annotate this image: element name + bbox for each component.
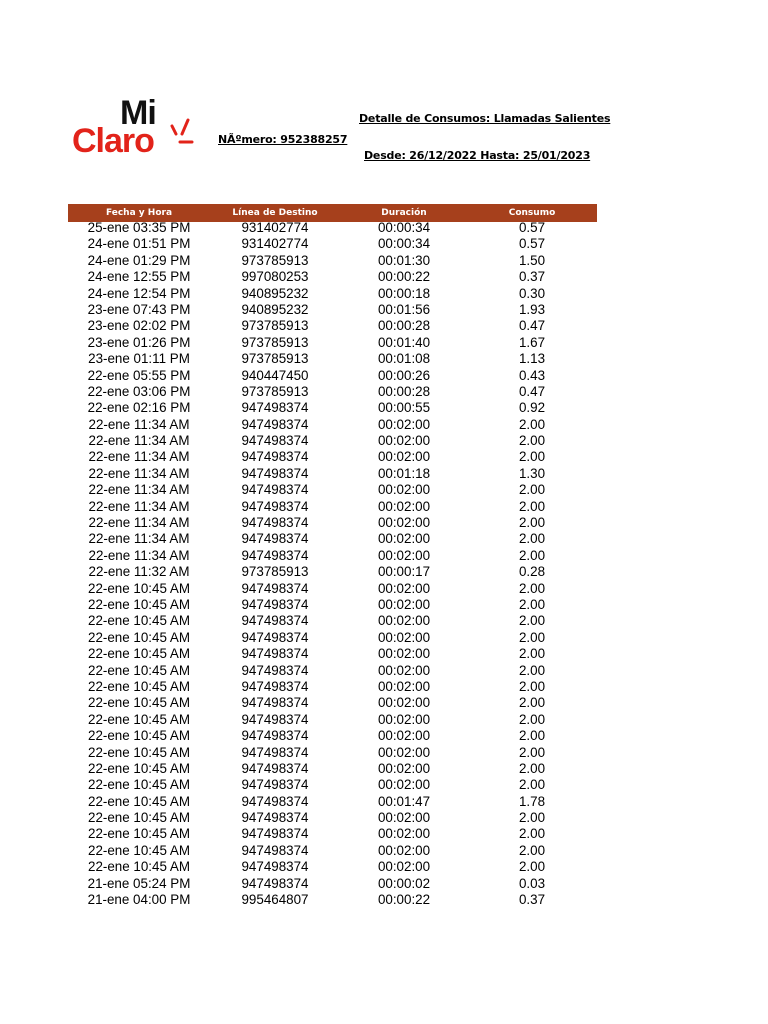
cell-linea: 947498374 [241,810,309,826]
cell-consumo: 0.30 [518,285,546,301]
table-row [0,810,768,826]
logo-mi-text: Mi [120,94,156,132]
table-row [0,335,768,351]
cell-consumo: 2.00 [518,842,546,858]
cell-duracion: 00:01:08 [377,351,431,367]
cell-duracion: 00:00:22 [377,892,431,908]
column-header-fecha: Fecha y Hora [105,208,173,218]
cell-linea: 995464807 [241,892,309,908]
cell-duracion: 00:02:00 [377,482,431,498]
cell-fecha: 22-ene 10:45 AM [88,678,190,694]
cell-consumo: 2.00 [518,744,546,760]
cell-consumo: 0.92 [518,400,546,416]
cell-consumo: 0.37 [518,269,546,285]
logo-rays-icon [166,112,196,152]
cell-linea: 947498374 [241,842,309,858]
cell-fecha: 22-ene 10:45 AM [88,810,190,826]
cell-fecha: 22-ene 10:45 AM [88,613,190,629]
cell-linea: 947498374 [241,515,309,531]
mi-claro-logo [72,96,196,166]
table-row [0,351,768,367]
table-row [0,630,768,646]
table-row [0,236,768,252]
cell-fecha: 24-ene 12:55 PM [87,269,191,285]
cell-linea: 947498374 [241,596,309,612]
table-row [0,449,768,465]
cell-consumo: 0.28 [518,564,546,580]
cell-consumo: 2.00 [518,777,546,793]
cell-fecha: 24-ene 01:29 PM [87,252,191,268]
cell-linea: 947498374 [241,498,309,514]
cell-linea: 947498374 [241,465,309,481]
cell-consumo: 2.00 [518,613,546,629]
cell-consumo: 0.43 [518,367,546,383]
phone-number: NÃºmero: 952388257 [218,133,348,146]
table-row [0,384,768,400]
cell-linea: 947498374 [241,859,309,875]
cell-fecha: 22-ene 10:45 AM [88,760,190,776]
cell-consumo: 1.67 [518,334,546,350]
cell-fecha: 22-ene 05:55 PM [87,367,191,383]
cell-fecha: 22-ene 10:45 AM [88,596,190,612]
table-row [0,269,768,285]
table-row [0,433,768,449]
cell-fecha: 23-ene 07:43 PM [87,301,191,317]
cell-fecha: 22-ene 10:45 AM [88,662,190,678]
cell-consumo: 2.00 [518,859,546,875]
cell-linea: 947498374 [241,662,309,678]
table-row [0,777,768,793]
cell-consumo: 1.13 [518,351,546,367]
cell-linea: 947498374 [241,400,309,416]
cell-linea: 947498374 [241,777,309,793]
cell-consumo: 2.00 [518,515,546,531]
cell-consumo: 2.00 [518,826,546,842]
cell-duracion: 00:02:00 [377,433,431,449]
cell-duracion: 00:02:00 [377,613,431,629]
cell-linea: 973785913 [241,318,309,334]
cell-fecha: 22-ene 10:45 AM [88,695,190,711]
cell-consumo: 2.00 [518,596,546,612]
cell-duracion: 00:01:40 [377,334,431,350]
table-row [0,876,768,892]
table-row [0,712,768,728]
table-row [0,253,768,269]
cell-fecha: 23-ene 01:26 PM [87,334,191,350]
cell-linea: 947498374 [241,875,309,891]
table-row [0,613,768,629]
cell-linea: 947498374 [241,531,309,547]
cell-duracion: 00:00:02 [377,875,431,891]
cell-consumo: 1.50 [518,252,546,268]
table-row [0,220,768,236]
cell-consumo: 0.47 [518,383,546,399]
cell-fecha: 22-ene 11:34 AM [88,433,190,449]
cell-consumo: 2.00 [518,646,546,662]
column-header-linea: Línea de Destino [232,208,318,218]
cell-consumo: 2.00 [518,662,546,678]
cell-linea: 947498374 [241,695,309,711]
table-row [0,318,768,334]
cell-duracion: 00:00:34 [377,236,431,252]
cell-consumo: 0.57 [518,220,546,235]
cell-fecha: 22-ene 11:34 AM [88,449,190,465]
cell-duracion: 00:00:55 [377,400,431,416]
cell-linea: 947498374 [241,678,309,694]
cell-duracion: 00:02:00 [377,416,431,432]
cell-linea: 973785913 [241,334,309,350]
table-row [0,417,768,433]
table-row [0,859,768,875]
cell-duracion: 00:02:00 [377,744,431,760]
cell-linea: 940447450 [241,367,309,383]
cell-fecha: 23-ene 01:11 PM [88,351,190,367]
cell-fecha: 22-ene 10:45 AM [88,777,190,793]
cell-fecha: 22-ene 11:34 AM [88,498,190,514]
cell-duracion: 00:00:34 [377,220,431,235]
cell-duracion: 00:02:00 [377,547,431,563]
cell-fecha: 21-ene 05:24 PM [87,875,191,891]
cell-duracion: 00:01:18 [377,465,431,481]
table-row [0,679,768,695]
cell-linea: 947498374 [241,646,309,662]
cell-duracion: 00:02:00 [377,810,431,826]
cell-consumo: 2.00 [518,498,546,514]
cell-duracion: 00:02:00 [377,629,431,645]
table-row [0,892,768,908]
cell-linea: 931402774 [241,220,309,235]
cell-fecha: 23-ene 02:02 PM [87,318,191,334]
cell-consumo: 0.47 [518,318,546,334]
cell-duracion: 00:02:00 [377,515,431,531]
table-row [0,597,768,613]
table-row [0,745,768,761]
table-row [0,826,768,842]
cell-duracion: 00:00:28 [377,383,431,399]
cell-fecha: 22-ene 10:45 AM [88,629,190,645]
cell-consumo: 2.00 [518,416,546,432]
cell-fecha: 22-ene 10:45 AM [88,793,190,809]
cell-consumo: 2.00 [518,711,546,727]
table-row [0,564,768,580]
cell-consumo: 2.00 [518,580,546,596]
cell-duracion: 00:02:00 [377,695,431,711]
cell-fecha: 22-ene 10:45 AM [88,859,190,875]
cell-duracion: 00:02:00 [377,678,431,694]
cell-fecha: 24-ene 12:54 PM [87,285,191,301]
cell-fecha: 22-ene 10:45 AM [88,826,190,842]
cell-consumo: 2.00 [518,482,546,498]
cell-linea: 973785913 [241,564,309,580]
cell-duracion: 00:02:00 [377,728,431,744]
logo-claro-text: Claro [72,122,154,160]
column-header-duracion: Duración [381,208,427,218]
cell-duracion: 00:00:18 [377,285,431,301]
cell-linea: 947498374 [241,744,309,760]
cell-duracion: 00:01:30 [377,252,431,268]
cell-fecha: 21-ene 04:00 PM [87,892,191,908]
cell-consumo: 2.00 [518,760,546,776]
cell-duracion: 00:02:00 [377,449,431,465]
cell-linea: 947498374 [241,433,309,449]
cell-duracion: 00:00:26 [377,367,431,383]
cell-duracion: 00:02:00 [377,498,431,514]
cell-duracion: 00:02:00 [377,760,431,776]
table-row [0,515,768,531]
table-row [0,761,768,777]
cell-fecha: 22-ene 11:34 AM [88,465,190,481]
table-row [0,400,768,416]
cell-consumo: 0.37 [518,892,546,908]
cell-linea: 947498374 [241,629,309,645]
cell-linea: 931402774 [241,236,309,252]
cell-fecha: 22-ene 10:45 AM [88,744,190,760]
cell-duracion: 00:02:00 [377,531,431,547]
table-row [0,728,768,744]
table-row [0,646,768,662]
cell-linea: 940895232 [241,285,309,301]
table-row [0,548,768,564]
cell-linea: 947498374 [241,547,309,563]
cell-duracion: 00:00:17 [377,564,431,580]
cell-fecha: 22-ene 11:34 AM [88,547,190,563]
table-row [0,663,768,679]
cell-fecha: 22-ene 11:34 AM [88,515,190,531]
cell-fecha: 25-ene 03:35 PM [87,220,191,235]
cell-fecha: 22-ene 10:45 AM [88,842,190,858]
cell-linea: 947498374 [241,580,309,596]
date-range: Desde: 26/12/2022 Hasta: 25/01/2023 [364,149,591,162]
cell-duracion: 00:02:00 [377,842,431,858]
cell-duracion: 00:02:00 [377,646,431,662]
cell-consumo: 2.00 [518,531,546,547]
cell-consumo: 2.00 [518,678,546,694]
cell-fecha: 22-ene 10:45 AM [88,646,190,662]
cell-duracion: 00:02:00 [377,826,431,842]
cell-fecha: 22-ene 10:45 AM [88,728,190,744]
cell-fecha: 22-ene 10:45 AM [88,580,190,596]
cell-fecha: 22-ene 10:45 AM [88,711,190,727]
cell-consumo: 2.00 [518,433,546,449]
cell-duracion: 00:02:00 [377,580,431,596]
column-header-consumo: Consumo [508,208,556,218]
table-row [0,302,768,318]
cell-consumo: 2.00 [518,695,546,711]
cell-consumo: 1.93 [518,301,546,317]
calls-table-body [0,220,768,908]
cell-linea: 947498374 [241,760,309,776]
table-row [0,466,768,482]
cell-duracion: 00:00:22 [377,269,431,285]
cell-linea: 947498374 [241,826,309,842]
cell-consumo: 2.00 [518,810,546,826]
cell-linea: 947498374 [241,613,309,629]
table-row [0,843,768,859]
cell-fecha: 22-ene 11:34 AM [88,531,190,547]
cell-duracion: 00:02:00 [377,711,431,727]
cell-consumo: 0.57 [518,236,546,252]
cell-linea: 947498374 [241,793,309,809]
cell-fecha: 22-ene 11:32 AM [88,564,190,580]
cell-fecha: 22-ene 02:16 PM [87,400,191,416]
cell-duracion: 00:01:47 [377,793,431,809]
cell-linea: 947498374 [241,416,309,432]
cell-linea: 947498374 [241,482,309,498]
cell-fecha: 22-ene 11:34 AM [88,482,190,498]
cell-consumo: 1.30 [518,465,546,481]
cell-linea: 947498374 [241,728,309,744]
cell-duracion: 00:02:00 [377,777,431,793]
table-row [0,695,768,711]
cell-duracion: 00:02:00 [377,859,431,875]
cell-consumo: 2.00 [518,629,546,645]
cell-fecha: 22-ene 11:34 AM [88,416,190,432]
cell-linea: 947498374 [241,449,309,465]
cell-linea: 940895232 [241,301,309,317]
cell-consumo: 2.00 [518,547,546,563]
table-row [0,794,768,810]
table-row [0,482,768,498]
table-row [0,368,768,384]
cell-linea: 973785913 [241,383,309,399]
cell-duracion: 00:02:00 [377,596,431,612]
cell-fecha: 22-ene 03:06 PM [87,383,191,399]
table-row [0,499,768,515]
cell-linea: 947498374 [241,711,309,727]
cell-consumo: 2.00 [518,449,546,465]
table-row [0,531,768,547]
cell-duracion: 00:00:28 [377,318,431,334]
table-row [0,581,768,597]
cell-duracion: 00:01:56 [377,301,431,317]
table-row [0,286,768,302]
cell-consumo: 1.78 [518,793,546,809]
cell-duracion: 00:02:00 [377,662,431,678]
report-title: Detalle de Consumos: Llamadas Salientes [359,112,611,125]
cell-fecha: 24-ene 01:51 PM [87,236,191,252]
cell-linea: 973785913 [241,252,309,268]
cell-linea: 973785913 [241,351,309,367]
cell-linea: 997080253 [241,269,309,285]
cell-consumo: 2.00 [518,728,546,744]
cell-consumo: 0.03 [518,875,546,891]
